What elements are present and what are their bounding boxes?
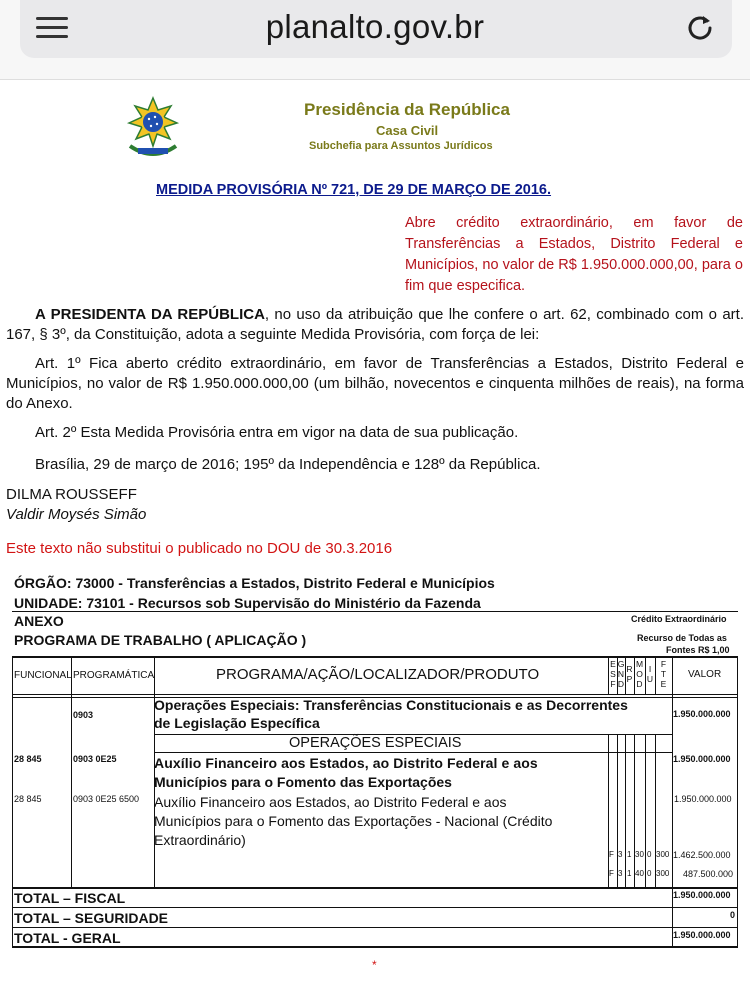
col-line	[737, 656, 738, 946]
browser-address-bar	[0, 0, 750, 80]
col-line	[12, 656, 13, 946]
ementa: Abre crédito extraordinário, em favor de Transferências a Estados, Distrito Federal e Municípios, no valor de R$ 1.950.000.000,00, para o fim que especifica.	[405, 215, 743, 294]
col-fte	[655, 659, 672, 689]
detail-esf: F	[609, 850, 614, 859]
totals-border-2	[12, 927, 738, 928]
localizer-title-line-3: Extraordinário)	[154, 832, 246, 848]
total-seguridade-label: TOTAL – SEGURIDADE	[14, 910, 169, 926]
localizer-funcional: 28 845	[14, 794, 42, 804]
col-mod-char: D	[636, 679, 643, 689]
detail-fte: 300	[656, 869, 670, 878]
table-top-border	[12, 656, 738, 658]
action-value: 1.950.000.000	[673, 754, 731, 764]
signature-president: DILMA ROUSSEFF	[6, 486, 137, 503]
action-programatica: 0903 0E25	[73, 754, 117, 764]
total-seguridade-value: 0	[730, 910, 736, 920]
col-esf	[609, 659, 617, 689]
action-title-line-1: Auxílio Financeiro aos Estados, ao Distrito Federal e aos	[154, 755, 538, 771]
annex-unidade: UNIDADE: 73101 - Recursos sob Supervisão do Ministério da Fazenda	[14, 595, 481, 611]
localizer-title-line-1: Auxílio Financeiro aos Estados, ao Distrito Federal e aos	[154, 794, 507, 810]
recurso-label: Recurso de Todas as	[637, 633, 727, 643]
detail-gnd: 3	[618, 869, 623, 878]
document-title-link[interactable]: MEDIDA PROVISÓRIA Nº 721, DE 29 DE MARÇO DE 2016.	[156, 182, 552, 198]
action-funcional: 28 845	[14, 754, 42, 764]
program-code: 0903	[73, 710, 94, 720]
divider	[12, 611, 738, 612]
totals-border	[12, 907, 738, 908]
section-border-2	[154, 752, 673, 753]
col-esf-char: S	[610, 669, 616, 679]
preamble-text: , no uso da atribuição que lhe confere o art. 62, combinado com o art. 167, § 3º, da Constituição, adota a seguinte Medida Provisória, com força de lei:	[6, 306, 745, 343]
col-gnd	[617, 659, 625, 689]
detail-valor: 1.462.500.000	[673, 850, 731, 860]
url-text[interactable]: planalto.gov.br	[265, 8, 485, 45]
localizer-programatica: 0903 0E25 6500	[73, 794, 140, 804]
col-iu-char: U	[646, 674, 654, 684]
total-fiscal-label: TOTAL – FISCAL	[14, 890, 126, 906]
col-rp-char: P	[626, 674, 633, 684]
col-produto: PROGRAMA/AÇÃO/LOCALIZADOR/PRODUTO	[216, 666, 540, 683]
col-esf-char: F	[610, 679, 616, 689]
credito-label: Crédito Extraordinário	[631, 614, 727, 624]
programa-label: PROGRAMA DE TRABALHO ( APLICAÇÃO )	[14, 632, 307, 648]
col-line	[154, 656, 155, 887]
program-title-line-1: Operações Especiais: Transferências Constitucionais e as Decorrentes	[154, 697, 628, 713]
detail-esf: F	[609, 869, 614, 878]
detail-fte: 300	[656, 850, 670, 859]
header-subtitle: Casa Civil	[376, 123, 439, 138]
col-esf-char: E	[610, 659, 616, 669]
col-line	[645, 734, 646, 887]
detail-rp: 1	[627, 850, 632, 859]
col-mod-char: M	[635, 659, 644, 669]
col-line	[71, 656, 72, 887]
col-line	[625, 734, 626, 887]
coat-of-arms-icon	[124, 96, 182, 160]
col-rp	[625, 664, 634, 684]
header-title: Presidência da República	[304, 100, 510, 119]
preamble-lead: A PRESIDENTA DA REPÚBLICA	[35, 306, 265, 323]
publication-notice: Este texto não substitui o publicado no DOU de 30.3.2016	[6, 540, 393, 557]
header-subtitle-2: Subchefia para Assuntos Jurídicos	[309, 140, 493, 152]
detail-mod: 30	[635, 850, 644, 859]
total-fiscal-value: 1.950.000.000	[673, 890, 731, 900]
detail-gnd: 3	[618, 850, 623, 859]
col-fte-char: F	[660, 659, 667, 669]
col-funcional: FUNCIONAL	[14, 670, 72, 681]
col-gnd-char: D	[617, 679, 625, 689]
total-geral-value: 1.950.000.000	[673, 930, 731, 940]
program-title-line-2: de Legislação Específica	[154, 715, 320, 731]
totals-top-border	[12, 887, 738, 889]
col-fte-char: E	[660, 679, 667, 689]
detail-iu: 0	[647, 869, 652, 878]
col-line	[617, 734, 618, 887]
signature-minister: Valdir Moysés Simão	[6, 506, 147, 523]
detail-valor: 487.500.000	[683, 869, 734, 879]
col-mod	[634, 659, 645, 689]
preamble	[6, 305, 744, 345]
col-programatica: PROGRAMÁTICA	[73, 670, 155, 681]
footnote-star: *	[372, 958, 377, 972]
annex-label: ANEXO	[14, 613, 64, 629]
col-gnd-char: N	[617, 669, 625, 679]
localizer-value: 1.950.000.000	[674, 794, 732, 804]
action-title-line-2: Municípios para o Fomento das Exportações	[154, 774, 452, 790]
total-geral-label: TOTAL - GERAL	[14, 930, 121, 946]
col-mod-char: O	[636, 669, 643, 679]
date-line: Brasília, 29 de março de 2016; 195º da Independência e 128º da República.	[35, 456, 541, 473]
annex-orgao: ÓRGÃO: 73000 - Transferências a Estados, Distrito Federal e Municípios	[14, 575, 495, 591]
col-line	[634, 734, 635, 887]
col-line	[608, 734, 609, 887]
program-value: 1.950.000.000	[673, 709, 731, 719]
col-iu	[645, 664, 655, 684]
table-bottom-border	[12, 946, 738, 948]
detail-mod: 40	[635, 869, 644, 878]
col-gnd-char: G	[617, 659, 625, 669]
col-rp-char: R	[626, 664, 633, 674]
section-title: OPERAÇÕES ESPECIAIS	[289, 735, 462, 751]
reload-icon[interactable]	[684, 12, 716, 44]
col-iu-char: I	[648, 664, 652, 674]
fontes-label: Fontes R$ 1,00	[666, 645, 730, 655]
article-2: Art. 2º Esta Medida Provisória entra em vigor na data de sua publicação.	[35, 424, 519, 441]
localizer-title-line-2: Municípios para o Fomento das Exportações - Nacional (Crédito	[154, 813, 553, 829]
article-1: Art. 1º Fica aberto crédito extraordinário, em favor de Transferências a Estados, Distrito Federal e Municípios, no valor de R$ 1.950.000.000,00 (um bilhão, novecentos e cinquenta milhões de reais), na forma do Anexo.	[6, 355, 744, 412]
table-header-border	[12, 694, 738, 695]
col-line	[655, 734, 656, 887]
col-valor: VALOR	[688, 669, 722, 680]
col-fte-char: T	[660, 669, 667, 679]
detail-iu: 0	[647, 850, 652, 859]
col-line	[672, 656, 673, 946]
detail-rp: 1	[627, 869, 632, 878]
